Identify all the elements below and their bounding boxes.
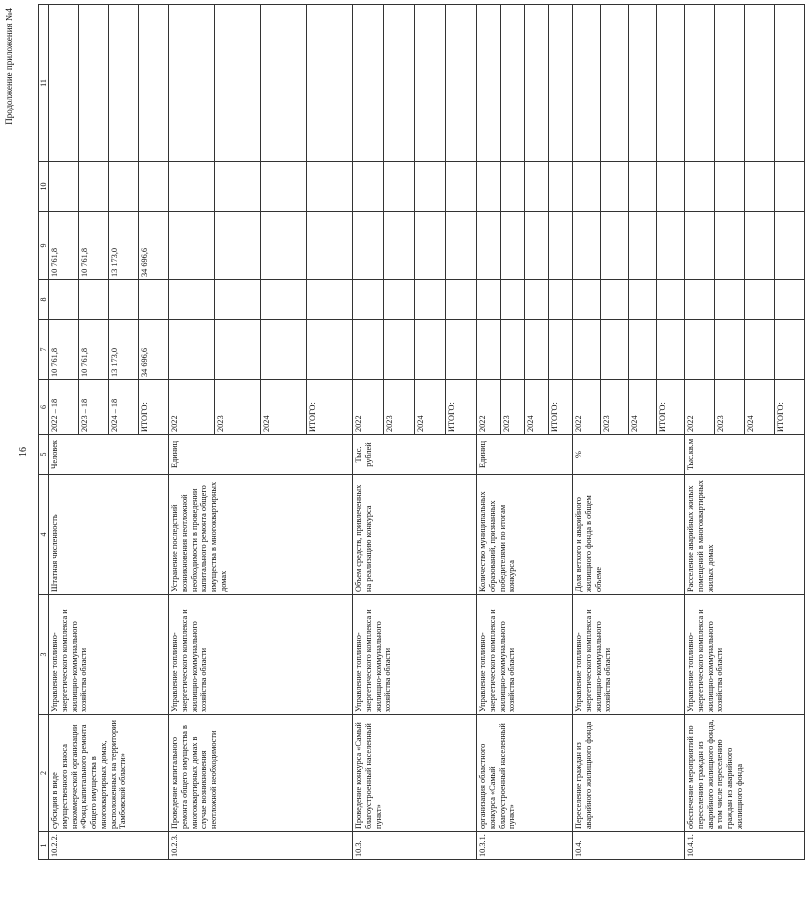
value-cell-col9: 10 761,8: [79, 212, 109, 280]
column-header: 10: [39, 162, 49, 212]
value-cell-col11: [261, 5, 307, 162]
value-cell-col10: [775, 162, 805, 212]
unit-cell: Тыс. рублей: [353, 435, 477, 475]
value-cell-col8: [169, 280, 215, 320]
value-cell-col8: [139, 280, 169, 320]
year-cell: 2022: [353, 380, 384, 435]
value-cell-col10: [573, 162, 601, 212]
value-cell-col8: [549, 280, 573, 320]
value-cell-col11: [384, 5, 415, 162]
year-cell: 2023 – 18: [79, 380, 109, 435]
value-cell-col9: 13 173,0: [109, 212, 139, 280]
value-cell-col11: [525, 5, 549, 162]
column-header: 7: [39, 320, 49, 380]
value-cell-col7: [745, 320, 775, 380]
column-header: 11: [39, 5, 49, 162]
value-cell-col10: [79, 162, 109, 212]
year-cell: 2023: [601, 380, 629, 435]
value-cell-col8: [49, 280, 79, 320]
value-cell-col8: [477, 280, 501, 320]
activity-name-cell: Проведение конкурса «Самый благоустроенный населенный пункт»: [353, 715, 477, 832]
value-cell-col11: [775, 5, 805, 162]
value-cell-col10: [477, 162, 501, 212]
indicator-cell: Объем средств, привлеченных на реализацию конкурса: [353, 475, 477, 595]
value-cell-col10: [109, 162, 139, 212]
value-cell-col7: [384, 320, 415, 380]
value-cell-col8: [307, 280, 353, 320]
value-cell-col10: [549, 162, 573, 212]
year-cell: ИТОГО:: [446, 380, 477, 435]
value-cell-col8: [79, 280, 109, 320]
value-cell-col9: [477, 212, 501, 280]
value-cell-col11: [215, 5, 261, 162]
value-cell-col10: [629, 162, 657, 212]
value-cell-col10: [657, 162, 685, 212]
indicator-cell: Штатная численность: [49, 475, 169, 595]
unit-cell: %: [573, 435, 685, 475]
value-cell-col8: [215, 280, 261, 320]
value-cell-col9: [215, 212, 261, 280]
value-cell-col7: 10 761,8: [79, 320, 109, 380]
value-cell-col11: [573, 5, 601, 162]
value-cell-col7: [657, 320, 685, 380]
executor-cell: Управление топливно-энергетического комплекса и жилищно-коммунального хозяйства области: [49, 595, 169, 715]
value-cell-col8: [715, 280, 745, 320]
value-cell-col10: [601, 162, 629, 212]
executor-cell: Управление топливно-энергетического комплекса и жилищно-коммунального хозяйства области: [477, 595, 573, 715]
indicator-cell: Расселение аварийных жилых помещений в многоквартирных жилых домах: [685, 475, 805, 595]
value-cell-col10: [169, 162, 215, 212]
value-cell-col9: [384, 212, 415, 280]
value-cell-col9: [353, 212, 384, 280]
value-cell-col11: [629, 5, 657, 162]
value-cell-col11: [446, 5, 477, 162]
year-cell: ИТОГО:: [307, 380, 353, 435]
year-cell: 2024: [415, 380, 446, 435]
column-header: 1: [39, 832, 49, 860]
value-cell-col7: [169, 320, 215, 380]
table-body: [49, 5, 805, 860]
year-cell: 2022: [573, 380, 601, 435]
value-cell-col11: [601, 5, 629, 162]
year-cell: 2022 – 18: [49, 380, 79, 435]
row-number-cell: 10.2.2.: [49, 832, 169, 860]
value-cell-col9: [415, 212, 446, 280]
value-cell-col11: [79, 5, 109, 162]
value-cell-col10: [685, 162, 715, 212]
value-cell-col9: [573, 212, 601, 280]
value-cell-col8: [601, 280, 629, 320]
indicator-cell: Доля ветхого и аварийного жилищного фонда в общем объеме: [573, 475, 685, 595]
value-cell-col7: 34 696,6: [139, 320, 169, 380]
value-cell-col7: [629, 320, 657, 380]
value-cell-col11: [109, 5, 139, 162]
value-cell-col10: [139, 162, 169, 212]
value-cell-col7: [549, 320, 573, 380]
value-cell-col8: [685, 280, 715, 320]
value-cell-col7: 13 173,0: [109, 320, 139, 380]
value-cell-col11: [549, 5, 573, 162]
value-cell-col7: [525, 320, 549, 380]
value-cell-col7: [446, 320, 477, 380]
table-row: [169, 5, 215, 860]
table-row: [573, 5, 601, 860]
annex-note: Продолжение приложения №4: [4, 8, 14, 125]
value-cell-col10: [261, 162, 307, 212]
year-cell: 2023: [384, 380, 415, 435]
indicator-cell: Устранение последствий возникновения неотложной необходимости в проведении капитального ремонта общего имущества в многоквартирных домах: [169, 475, 353, 595]
value-cell-col9: [501, 212, 525, 280]
activity-name-cell: Проведение капитального ремонта общего имущества в многоквартирных домах в случае возникновения неотложной необходимости: [169, 715, 353, 832]
year-cell: 2023: [501, 380, 525, 435]
value-cell-col10: [415, 162, 446, 212]
value-cell-col9: [601, 212, 629, 280]
program-table: [38, 4, 805, 860]
value-cell-col7: [307, 320, 353, 380]
indicator-cell: Количество муниципальных образований, признанных победителями по итогам конкурса: [477, 475, 573, 595]
value-cell-col9: 34 696,6: [139, 212, 169, 280]
value-cell-col11: [501, 5, 525, 162]
value-cell-col8: [525, 280, 549, 320]
value-cell-col8: [261, 280, 307, 320]
activity-name-cell: субсидия в виде имущественного взноса некоммерческой организации «Фонд капитального ремонта общего имущества в многоквартирных домах, расположенных на территории Тамбовской области»: [49, 715, 169, 832]
year-cell: 2024 – 18: [109, 380, 139, 435]
value-cell-col8: [573, 280, 601, 320]
value-cell-col7: [775, 320, 805, 380]
value-cell-col11: [715, 5, 745, 162]
value-cell-col9: [775, 212, 805, 280]
value-cell-col11: [353, 5, 384, 162]
value-cell-col9: [525, 212, 549, 280]
activity-name-cell: обеспечение мероприятий по переселению граждан из аварийного жилищного фонда, в том числе переселению граждан из аварийного жилищного фонда: [685, 715, 805, 832]
year-cell: 2022: [685, 380, 715, 435]
value-cell-col10: [501, 162, 525, 212]
column-header: 4: [39, 475, 49, 595]
value-cell-col9: 10 761,8: [49, 212, 79, 280]
year-cell: ИТОГО:: [657, 380, 685, 435]
value-cell-col8: [109, 280, 139, 320]
value-cell-col7: [353, 320, 384, 380]
value-cell-col7: [573, 320, 601, 380]
value-cell-col8: [745, 280, 775, 320]
value-cell-col10: [715, 162, 745, 212]
value-cell-col8: [384, 280, 415, 320]
value-cell-col9: [715, 212, 745, 280]
value-cell-col7: [601, 320, 629, 380]
table-row: [353, 5, 384, 860]
value-cell-col9: [261, 212, 307, 280]
value-cell-col7: [415, 320, 446, 380]
value-cell-col9: [446, 212, 477, 280]
value-cell-col9: [745, 212, 775, 280]
column-header: 2: [39, 715, 49, 832]
value-cell-col8: [415, 280, 446, 320]
value-cell-col9: [169, 212, 215, 280]
value-cell-col11: [169, 5, 215, 162]
value-cell-col11: [49, 5, 79, 162]
column-header: 3: [39, 595, 49, 715]
value-cell-col11: [477, 5, 501, 162]
table-row: [685, 5, 715, 860]
unit-cell: Единиц: [169, 435, 353, 475]
table-row: [477, 5, 501, 860]
column-header: 9: [39, 212, 49, 280]
value-cell-col7: [215, 320, 261, 380]
year-cell: ИТОГО:: [549, 380, 573, 435]
value-cell-col7: 10 761,8: [49, 320, 79, 380]
value-cell-col8: [501, 280, 525, 320]
value-cell-col7: [261, 320, 307, 380]
executor-cell: Управление топливно-энергетического комплекса и жилищно-коммунального хозяйства области: [169, 595, 353, 715]
page-number: 16: [18, 447, 29, 457]
column-header: 8: [39, 280, 49, 320]
value-cell-col8: [629, 280, 657, 320]
activity-name-cell: Переселение граждан из аварийного жилищного фонда: [573, 715, 685, 832]
value-cell-col10: [384, 162, 415, 212]
value-cell-col10: [49, 162, 79, 212]
executor-cell: Управление топливно-энергетического комплекса и жилищно-коммунального хозяйства области: [353, 595, 477, 715]
value-cell-col8: [353, 280, 384, 320]
year-cell: 2023: [715, 380, 745, 435]
unit-cell: Человек: [49, 435, 169, 475]
value-cell-col8: [657, 280, 685, 320]
value-cell-col10: [745, 162, 775, 212]
value-cell-col7: [715, 320, 745, 380]
column-header: 6: [39, 380, 49, 435]
row-number-cell: 10.3.: [353, 832, 477, 860]
year-cell: 2024: [261, 380, 307, 435]
activity-name-cell: организация областного конкурса «Самый благоустроенный населенный пункт»: [477, 715, 573, 832]
value-cell-col9: [629, 212, 657, 280]
value-cell-col11: [139, 5, 169, 162]
row-number-cell: 10.2.3.: [169, 832, 353, 860]
value-cell-col10: [525, 162, 549, 212]
value-cell-col11: [307, 5, 353, 162]
row-number-cell: 10.4.1.: [685, 832, 805, 860]
value-cell-col7: [477, 320, 501, 380]
value-cell-col11: [745, 5, 775, 162]
value-cell-col8: [446, 280, 477, 320]
value-cell-col10: [215, 162, 261, 212]
unit-cell: Тыс.кв.м: [685, 435, 805, 475]
value-cell-col10: [446, 162, 477, 212]
value-cell-col11: [657, 5, 685, 162]
column-number-row: [39, 5, 49, 860]
executor-cell: Управление топливно-энергетического комплекса и жилищно-коммунального хозяйства области: [685, 595, 805, 715]
value-cell-col10: [353, 162, 384, 212]
table-row: [49, 5, 79, 860]
column-header: 5: [39, 435, 49, 475]
year-cell: 2022: [477, 380, 501, 435]
year-cell: 2022: [169, 380, 215, 435]
row-number-cell: 10.3.1.: [477, 832, 573, 860]
year-cell: ИТОГО:: [775, 380, 805, 435]
value-cell-col10: [307, 162, 353, 212]
year-cell: 2024: [525, 380, 549, 435]
executor-cell: Управление топливно-энергетического комплекса и жилищно-коммунального хозяйства области: [573, 595, 685, 715]
value-cell-col11: [685, 5, 715, 162]
year-cell: 2024: [745, 380, 775, 435]
row-number-cell: 10.4.: [573, 832, 685, 860]
unit-cell: Единиц: [477, 435, 573, 475]
value-cell-col7: [685, 320, 715, 380]
value-cell-col8: [775, 280, 805, 320]
value-cell-col9: [657, 212, 685, 280]
year-cell: 2023: [215, 380, 261, 435]
value-cell-col7: [501, 320, 525, 380]
year-cell: ИТОГО:: [139, 380, 169, 435]
value-cell-col9: [685, 212, 715, 280]
value-cell-col9: [549, 212, 573, 280]
value-cell-col9: [307, 212, 353, 280]
value-cell-col11: [415, 5, 446, 162]
year-cell: 2024: [629, 380, 657, 435]
